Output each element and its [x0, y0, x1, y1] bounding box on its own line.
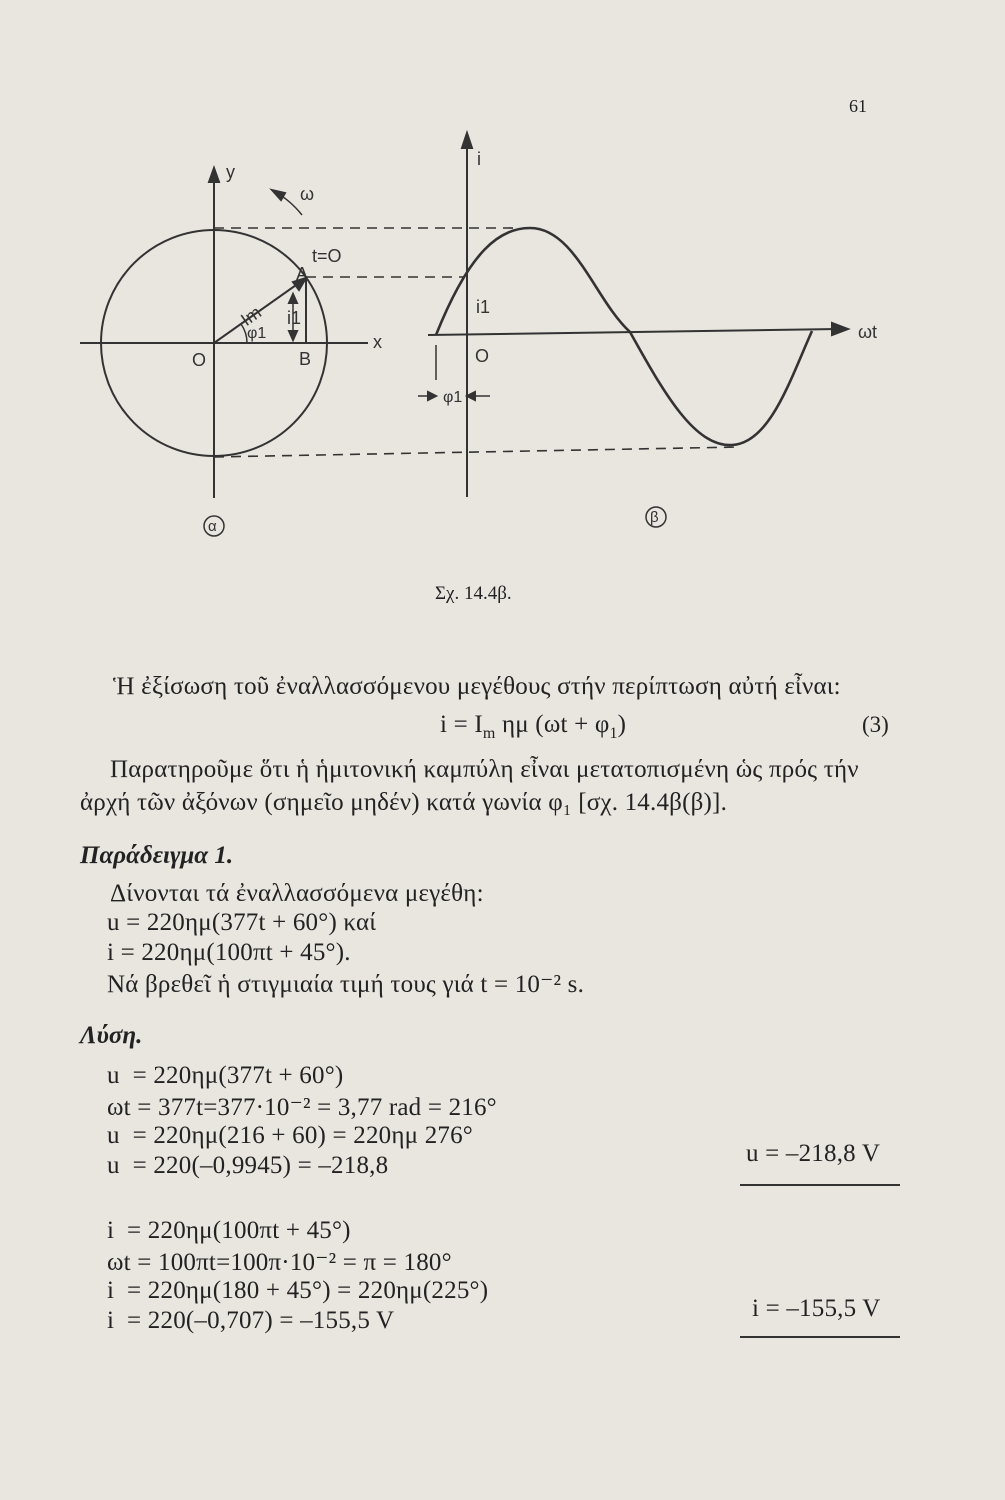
- equation-lhs: i = I: [440, 711, 483, 738]
- sine-curve: [436, 228, 812, 445]
- solution-u-line-2: ωt = 377t=377·10⁻² = 3,77 rad = 216°: [107, 1094, 497, 1121]
- label-A: A: [296, 264, 309, 284]
- label-wt: ωt: [858, 322, 878, 342]
- figure-caption: Σχ. 14.4β.: [435, 583, 512, 604]
- equation-3: [440, 711, 626, 743]
- solution-u-line-1: u = 220ημ(377t + 60°): [107, 1062, 344, 1089]
- label-i1-circle: i1: [287, 308, 302, 328]
- label-phi1-circle: φ1: [247, 325, 267, 342]
- label-panel-alpha: α: [208, 518, 217, 535]
- solution-i-line-2: ωt = 100πt=100π·10⁻² = π = 180°: [107, 1249, 452, 1276]
- example-line-2: u = 220ημ(377t + 60°) καί: [107, 909, 377, 936]
- label-O-wave: O: [475, 346, 490, 366]
- result-i-underline: [740, 1336, 900, 1338]
- equation-sub-m: m: [482, 725, 496, 742]
- label-O-circle: O: [192, 350, 207, 370]
- label-phi1-wave: φ1: [443, 389, 463, 406]
- equation-rhs: ημ (ωt + φ: [495, 711, 610, 738]
- label-y: y: [226, 162, 235, 182]
- solution-heading: Λύση.: [80, 1022, 143, 1049]
- wave-wt-axis: [428, 329, 838, 335]
- solution-i-line-1: i = 220ημ(100πt + 45°): [107, 1217, 351, 1244]
- solution-i-line-4: i = 220(–0,707) = –155,5 V: [107, 1307, 395, 1334]
- page-number: 61: [849, 96, 867, 116]
- label-Im: Im: [237, 302, 265, 330]
- label-B: B: [299, 349, 312, 369]
- label-i1-wave: i1: [476, 297, 491, 317]
- solution-u-line-3: u = 220ημ(216 + 60) = 220ημ 276°: [107, 1122, 473, 1149]
- paragraph-1: Ἡ ἐξίσωση τοῦ ἐναλλασσόμενου μεγέθους στήν περίπτωση αὐτή εἶναι:: [113, 673, 841, 700]
- label-panel-beta: β: [650, 509, 659, 526]
- result-u-underline: [740, 1184, 900, 1186]
- label-omega: ω: [300, 184, 315, 204]
- label-t0: t=O: [312, 246, 342, 266]
- result-u: u = –218,8 V: [746, 1140, 881, 1167]
- result-i: i = –155,5 V: [752, 1295, 881, 1322]
- equation-close: ): [617, 711, 627, 738]
- paragraph-2-line-2: ἀρχή τῶν ἀξόνων (σημεῖο μηδέν) κατά γωνία φ₁ [σχ. 14.4β(β)].: [80, 789, 728, 816]
- solution-u-line-4: u = 220(–0,9945) = –218,8: [107, 1152, 389, 1179]
- example-line-4: Νά βρεθεῖ ἡ στιγμιαία τιμή τους γιά t = 10⁻² s.: [107, 971, 585, 998]
- paragraph-2-line-1: Παρατηροῦμε ὅτι ἡ ἡμιτονική καμπύλη εἶναι μετατοπισμένη ὡς πρός τήν: [110, 756, 859, 783]
- y-arrow: [209, 168, 219, 182]
- example-heading: Παράδειγμα 1.: [80, 842, 234, 869]
- equation-sub-1: 1: [609, 725, 618, 742]
- label-x: x: [373, 332, 382, 352]
- equation-number: (3): [862, 712, 889, 737]
- figure-14-4b: [0, 0, 1005, 620]
- example-line-3: i = 220ημ(100πt + 45°).: [107, 939, 351, 966]
- label-i-wave: i: [477, 149, 481, 169]
- example-line-1: Δίνονται τά ἐναλλασσόμενα μεγέθη:: [110, 880, 484, 907]
- solution-i-line-3: i = 220ημ(180 + 45°) = 220ημ(225°): [107, 1277, 489, 1304]
